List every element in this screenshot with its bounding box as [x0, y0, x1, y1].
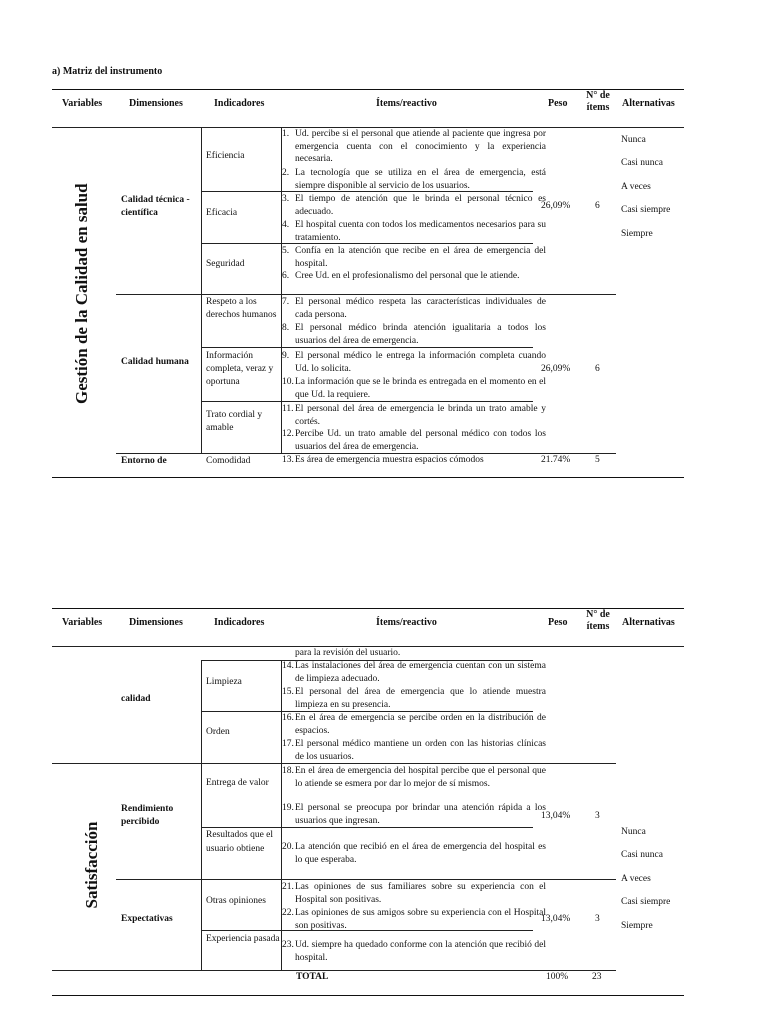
n-items-value: 6	[595, 364, 600, 374]
item-20: 20.La atención que recibió en el área de emergencia del hospital es lo que esperaba.	[282, 842, 546, 865]
row-rule	[201, 243, 533, 244]
header-n-items: N° de ítems	[586, 90, 610, 113]
dimension-label: Calidad técnica - científica	[121, 195, 190, 218]
variable-label: Satisfacción	[82, 821, 101, 909]
row-rule	[201, 660, 533, 661]
row-rule	[116, 294, 616, 295]
item-7: 7. El personal médico respeta las características individuales de cada persona.	[282, 297, 546, 320]
row-rule	[52, 970, 616, 971]
indicator-label: Resultados que el usuario obtiene	[206, 830, 274, 854]
table-rule	[52, 477, 684, 478]
header-variables: Variables	[62, 617, 103, 628]
indicator-label: Eficacia	[206, 208, 238, 218]
n-items-value: 6	[595, 201, 600, 211]
header-items: Ítems/reactivo	[376, 617, 437, 628]
item-18: 18.En el área de emergencia del hospital percibe que el personal que lo atiende se esmera por dar lo mejor de sí mismos.	[282, 766, 546, 789]
row-rule	[116, 879, 616, 880]
item-23: 23.Ud. siempre ha quedado conforme con la atención que recibió del hospital.	[282, 940, 546, 963]
indicator-label: Trato cordial y amable	[206, 410, 263, 433]
header-variables: Variables	[62, 98, 103, 109]
alternative-option: Nunca	[621, 827, 646, 837]
header-alternativas: Alternativas	[622, 98, 675, 109]
total-n-items: 23	[592, 972, 602, 982]
alternative-option: Casi nunca	[621, 850, 663, 861]
row-rule	[201, 191, 533, 192]
item-6: 6. Cree Ud. en el profesionalismo del personal que le atiende.	[282, 271, 520, 281]
row-rule	[201, 930, 533, 931]
item-10: 10.La información que se le brinda es entregada en el momento en el que Ud. la requiere.	[282, 377, 546, 400]
peso-value: 13,04%	[541, 914, 571, 924]
dimension-label: Calidad humana	[121, 357, 189, 367]
variable-label: Gestión de la Calidad en salud	[72, 183, 91, 404]
alternative-option: A veces	[621, 181, 651, 192]
continued-item-text: para la revisión del usuario.	[295, 648, 401, 658]
peso-value: 21.74%	[541, 455, 571, 465]
item-19: 19.El personal se preocupa por brindar una atención rápida a los usuarios que ingresan.	[282, 803, 546, 826]
alternative-option: Nunca	[621, 135, 646, 145]
item-4: 4. El hospital cuenta con todos los medicamentos necesarios para su tratamiento.	[282, 220, 546, 243]
row-rule	[201, 401, 533, 402]
row-rule	[201, 347, 533, 348]
section-title: a) Matriz del instrumento	[52, 66, 163, 77]
header-peso: Peso	[548, 98, 568, 109]
total-label: TOTAL	[296, 972, 329, 982]
indicator-label: Orden	[206, 727, 230, 737]
alternative-option: Casi siempre	[621, 897, 671, 908]
n-items-value: 3	[595, 914, 600, 924]
n-items-value: 5	[595, 455, 600, 465]
peso-value: 26,09%	[541, 364, 571, 374]
indicator-label: Comodidad	[206, 456, 251, 466]
column-rule	[201, 660, 202, 970]
alternatives-list	[621, 129, 670, 246]
header-alternativas: Alternativas	[622, 617, 675, 628]
dimension-label: Rendimiento percibido	[121, 804, 174, 827]
column-rule	[201, 128, 202, 454]
alternatives-list	[621, 821, 670, 938]
indicator-label: Seguridad	[206, 259, 245, 269]
indicator-label: Otras opiniones	[206, 896, 266, 906]
n-items-value: 3	[595, 811, 600, 821]
alternative-option: A veces	[621, 873, 651, 884]
item-17: 17.El personal médico mantiene un orden con las historias clínicas de los usuarios.	[282, 739, 546, 762]
header-items: Ítems/reactivo	[376, 98, 437, 109]
item-2: 2. La tecnología que se utiliza en el área de emergencia, está siempre disponible al servicio de los usuarios.	[282, 168, 546, 191]
header-indicadores: Indicadores	[214, 617, 265, 628]
header-dimensiones: Dimensiones	[129, 98, 183, 109]
alternative-option: Siempre	[621, 920, 653, 931]
item-5: 5. Confía en la atención que recibe en el área de emergencia del hospital.	[282, 246, 546, 269]
alternative-option: Casi nunca	[621, 158, 663, 169]
indicator-label: Información completa, veraz y oportuna	[206, 351, 274, 387]
row-rule	[116, 453, 616, 454]
peso-value: 26,09%	[541, 201, 571, 211]
item-1: 1. Ud. percibe si el personal que atiende al paciente que ingresa por emergencia cuenta con el conocimiento y la experiencia necesaria.	[282, 129, 546, 165]
header-indicadores: Indicadores	[214, 98, 265, 109]
item-22: 22.Las opiniones de sus amigos sobre su experiencia con el Hospital son positivas.	[282, 908, 546, 931]
item-16: 16.En el área de emergencia se percibe orden en la distribución de espacios.	[282, 713, 546, 736]
row-rule	[201, 827, 533, 828]
item-8: 8. El personal médico brinda atención igualitaria a todos los usuarios del área de emergencia.	[282, 323, 546, 346]
item-9: 9. El personal médico le entrega la información completa cuando Ud. lo solicita.	[282, 351, 546, 374]
header-n-items: N° de ítems	[586, 609, 610, 632]
indicator-label: Limpieza	[206, 677, 242, 687]
item-15: 15.El personal del área de emergencia que lo atiende muestra limpieza en su presencia.	[282, 687, 546, 710]
item-3: 3. El tiempo de atención que le brinda el personal técnico es adecuado.	[282, 194, 546, 217]
row-rule	[201, 711, 533, 712]
total-peso: 100%	[546, 972, 569, 982]
row-rule	[52, 763, 616, 764]
dimension-label: Entorno de	[121, 456, 167, 466]
indicator-label: Respeto a los derechos humanos	[206, 297, 277, 320]
item-12: 12.Percibe Ud. un trato amable del personal médico con todos los usuarios del área de emergencia.	[282, 429, 546, 452]
indicator-label: Eficiencia	[206, 151, 245, 161]
alternative-option: Siempre	[621, 228, 653, 239]
indicator-label: Entrega de valor	[206, 778, 269, 788]
item-14: 14.Las instalaciones del área de emergencia cuentan con un sistema de limpieza adecuado.	[282, 661, 546, 684]
alternative-option: Casi siempre	[621, 205, 671, 216]
indicator-label: Experiencia pasada	[206, 934, 280, 944]
table-rule	[52, 995, 684, 996]
item-21: 21.Las opiniones de sus familiares sobre su experiencia con el Hospital son positivas.	[282, 882, 546, 905]
dimension-label: calidad	[121, 694, 151, 704]
header-peso: Peso	[548, 617, 568, 628]
peso-value: 13,04%	[541, 811, 571, 821]
dimension-label: Expectativas	[121, 914, 173, 924]
item-11: 11.El personal del área de emergencia le brinda un trato amable y cortés.	[282, 404, 546, 427]
item-13: 13.Es área de emergencia muestra espacios cómodos	[282, 455, 484, 465]
header-dimensiones: Dimensiones	[129, 617, 183, 628]
